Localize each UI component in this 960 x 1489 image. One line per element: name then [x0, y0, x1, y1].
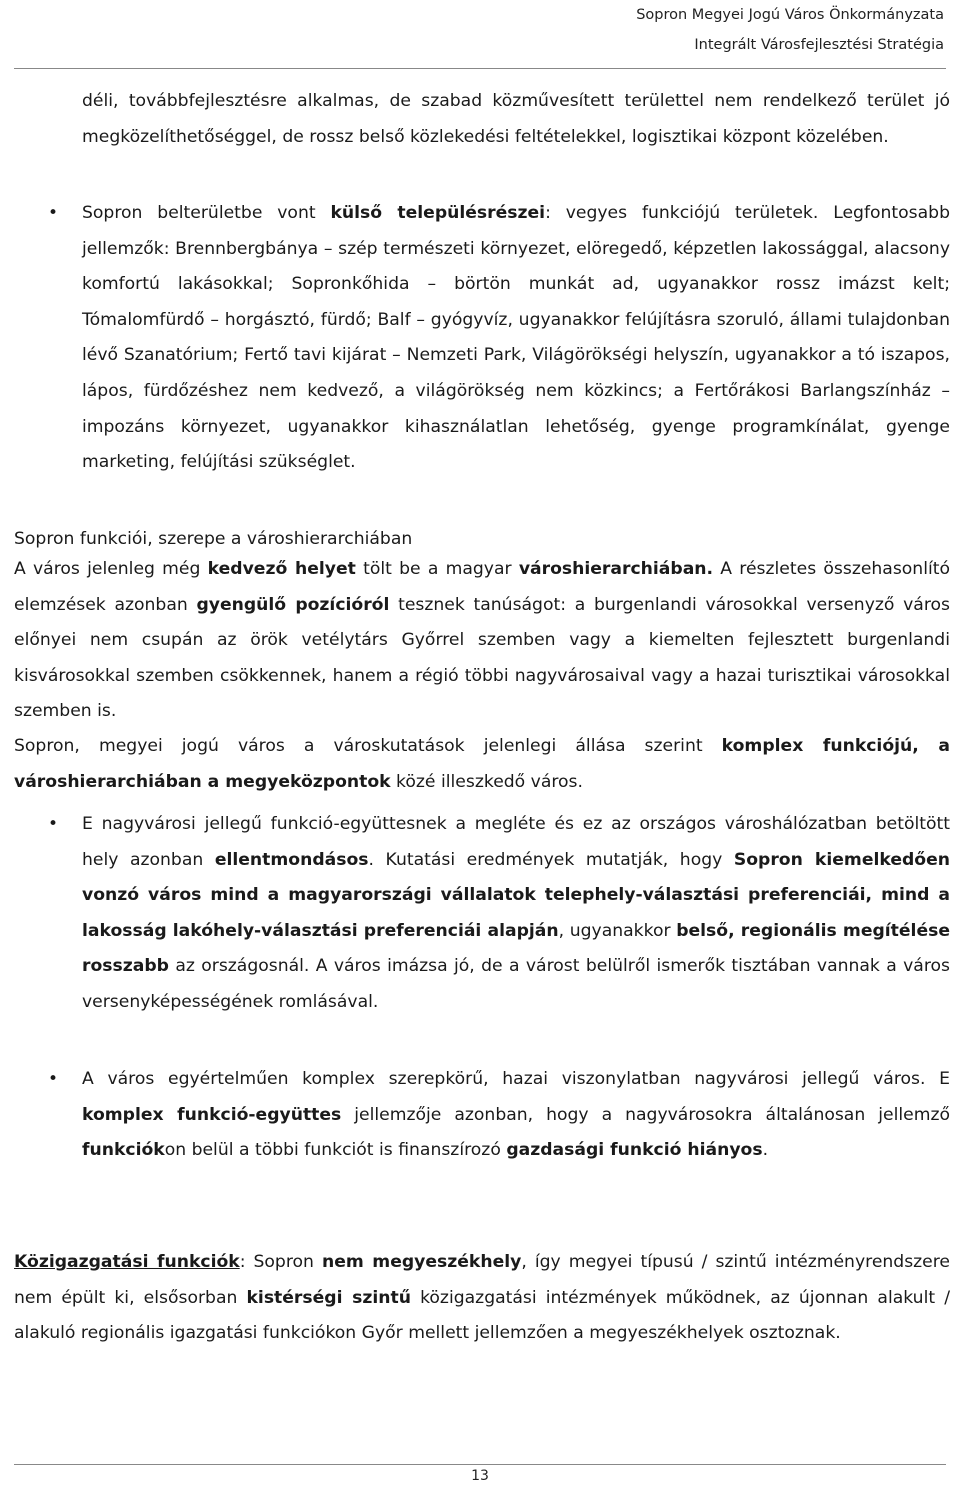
bullet-contradiction: E nagyvárosi jellegű funkció-együttesnek a megléte és ez az országos városhálózatban betöltött hely azonban ellentmondásos. Kutatási eredmények mutatják, hogy Sopron kiemelkedően vonzó város mind a magyarországi vállalatok telephely-választási preferenciái, mind a lakosság lakóhely-választási preferenciái alapján, ugyanakkor belső, regionális megítélése rosszabb az országosnál. A város imázsa jó, de a várost belülről ismerők tisztában vannak a város versenyképességének romlásával.	[82, 814, 950, 1012]
bullet-marker: •	[48, 1069, 59, 1089]
bullet-complex-role: A város egyértelműen komplex szerepkörű, hazai viszonylatban nagyvárosi jellegű város. E komplex funkció-együttes jellemzője azonban, hogy a nagyvárosokra általánosan jellemző funkciókon belül a többi funkciót is finanszírozó gazdasági funkció hiányos.	[82, 1069, 950, 1161]
paragraph-administration: Közigazgatási funkciók: Sopron nem megyeszékhely, így megyei típusú / szintű intézményrendszere nem épült ki, elsősorban kistérségi szintű közigazgatási intézmények működnek, az újonnan alakult / alakuló regionális igazgatási funkciókon Győr mellett jellemzően a megyeszékhelyek osztoznak.	[14, 1252, 951, 1344]
section-heading: Sopron funkciói, szerepe a városhierarchiában	[14, 529, 413, 549]
header-divider	[14, 68, 946, 69]
paragraph-hierarchy: A város jelenleg még kedvező helyet tölt be a magyar városhierarchiában. A részletes összehasonlító elemzések azonban gyengülő pozícióról tesznek tanúságot: a burgenlandi városokkal versenyző város előnyei nem csupán az örök vetélytárs Győrrel szemben vagy a kiemelten fejlesztett burgenlandi kisvárosokkal szemben csökkennek, hanem a régió többi nagyvárosaival vagy a hazai turisztikai városokkal szemben is.	[14, 559, 951, 722]
paragraph-city-status: Sopron, megyei jogú város a városkutatások jelenlegi állása szerint komplex funkciójú, a városhierarchiában a megyeközpontok közé illeszkedő város.	[14, 736, 950, 792]
bullet-marker: •	[48, 203, 59, 223]
header-organization: Sopron Megyei Jogú Város Önkormányzata	[636, 7, 944, 23]
bullet-outer-districts: Sopron belterületbe vont külső településrészei: vegyes funkciójú területek. Legfontosabb jellemzők: Brennbergbánya – szép természeti környezet, elöregedő, képzetlen lakossággal, alacsony komfortú lakásokkal; Sopronkőhida – börtön munkát ad, ugyanakkor rossz imázst kelt; Tómalomfürdő – horgásztó, fürdő; Balf – gyógyvíz, ugyanakkor felújításra szoruló, állami tulajdonban lévő Szanatórium; Fertő tavi kijárat – Nemzeti Park, Világörökségi helyszín, ugyanakkor a tó iszapos, lápos, fürdőzéshez nem kedvező, a világörökség nem közkincs; a Fertőrákosi Barlangszínház – impozáns környezet, ugyanakkor kihasználatlan lehetőség, gyenge programkínálat, gyenge marketing, felújítási szükséglet.	[82, 203, 950, 473]
footer-divider	[14, 1464, 946, 1465]
bullet-marker: •	[48, 814, 59, 834]
page-number: 13	[471, 1468, 489, 1484]
header-document-title: Integrált Városfejlesztési Stratégia	[694, 37, 944, 53]
page-header	[636, 0, 944, 60]
paragraph-continuation: déli, továbbfejlesztésre alkalmas, de szabad közművesített területtel nem rendelkező terület jó megközelíthetőséggel, de rossz belső közlekedési feltételekkel, logisztikai központ közelében.	[82, 91, 950, 147]
